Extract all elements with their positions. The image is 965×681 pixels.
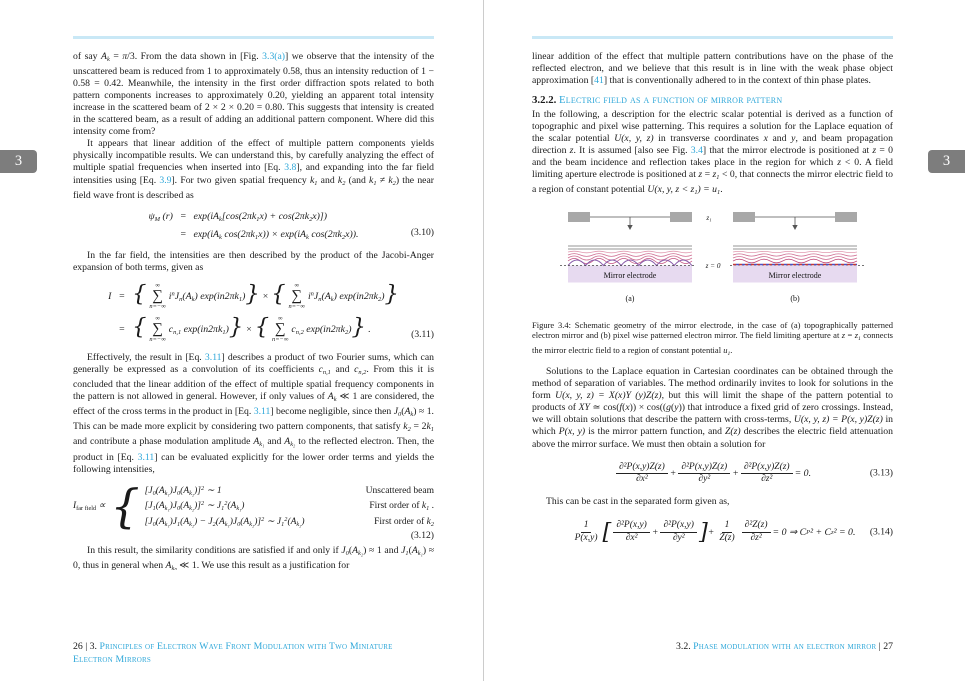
cross-reference[interactable]: 3.8 <box>284 162 297 174</box>
paragraph: of say $A_k = \pi/3$. From the data shown in [Fig. 3.3(a)] we observe that the intensity of the unscattered beam is reduced from 1 to approximately 0.58, thus an intensity reduction of 1 − 0.58 = 0.42. Meanwhile, the intensity in the first order diffraction spots related to both pattern components increases to approximately 0.20, yielding an apparent total intensity increase in the scattered beam of 2 × 2 × 0.20 = 0.80. This suggests that intensity is created in the scattered beam, as a result of adding an additional pattern component. Where did this intensity come from? <box>73 51 434 138</box>
figure-caption: Figure 3.4: Schematic geometry of the mirror electrode, in the case of (a) topographically patterned electron mirror and (b) pixel wise patterned electron mirror. The field limiting aperture at $z = z_1$ connects the mirror electric field to a region of constant potential $u_1$. <box>532 319 893 357</box>
cross-reference[interactable]: 41 <box>594 75 604 87</box>
cross-reference[interactable]: 3.11 <box>253 406 271 418</box>
equation-3-11 <box>73 280 434 343</box>
cross-reference[interactable]: 3.4 <box>690 145 703 157</box>
aperture-electrode <box>733 212 755 222</box>
paragraph: Solutions to the Laplace equation in Cartesian coordinates can be obtained through the method of separation of variables. The method ordinarily invites to look for solutions in the form U(x, y, z) = X(x)Y (y)Z(z), but this will limit the shape of the pattern potential to products of XY ≃ cos(f(x)) × cos((g(y)) that introduce a fixed grid of zero crossings. Instead, we will obtain solutions that describe the pattern with cross-terms, U(x, y, z) = P(x, y)Z(z) in which P(x, y) is the mirror pattern function, and Z(z) describes the electric field attenuation above the mirror surface. We must then obtain a solution for <box>532 366 894 450</box>
cross-reference[interactable]: Electric field as a function of mirror pattern <box>559 94 783 107</box>
cross-reference[interactable]: 3.11 <box>137 451 155 463</box>
chapter-tab-label: 3 <box>14 153 23 169</box>
equation-number: (3.13) <box>869 467 893 479</box>
arrowhead-icon <box>792 225 797 230</box>
equals-sign: = <box>118 323 126 335</box>
aperture-electrode <box>670 212 692 222</box>
equipotential-lines-a <box>568 246 692 264</box>
arrowhead-icon <box>627 225 632 230</box>
case-formula: $[J_1(A_{k_1})J_0(A_{k_2})]^2$ ∼ $J_1^2(A_{k_1})$ <box>144 500 245 513</box>
equals-sign: = <box>179 211 187 223</box>
paragraph: Effectively, the result in [Eq. 3.11] describes a product of two Fourier sums, which can generally be expressed as a convolution of its coefficients $c_{n,1}$ and $c_{n,2}$. From this it is concluded that the linear addition of the effect of multiple spatial frequency components in the pattern is not allowed in general. However, if only values of $A_k$ ≪ 1 are considered, the effect of the cross terms in the product in [Eq. 3.11] become negligible, since then $J_0(A_k) \approx 1$. This can be made more explicit by considering two pattern components, that satisfy $k_2 = 2k_1$ and contribute a phase modulation amplitude $A_{k_1}$ and $A_{k_2}$ to the reflected electron. Then, the product in [Eq. 3.11] can be evaluated explicitly for the lower order terms and yields the following intensities, <box>73 352 435 475</box>
paragraph: linear addition of the effect that multiple pattern contributions have on the phase of the reflected electron, and we believe that this result is in line with the weak phase object approximation [41] that is conventionally adhered to in the context of thin phase plates. <box>532 51 893 87</box>
page-left <box>73 0 434 681</box>
subfigure-a <box>568 212 692 303</box>
header-rule <box>532 36 893 39</box>
cross-reference[interactable]: 3.11 <box>204 352 222 363</box>
subfigure-b <box>733 212 857 303</box>
case-row <box>145 516 434 528</box>
paragraph: In the far field, the intensities are then described by the product of the Jacobi-Anger expansion of both terms, given as <box>73 249 434 273</box>
equals-sign: = <box>118 290 126 302</box>
page-right-content <box>532 51 893 556</box>
chapter-tab-label: 3 <box>942 153 951 169</box>
chapter-tab-left <box>0 150 37 173</box>
equation-cases <box>145 485 434 528</box>
paragraph: In the following, a description for the electric scalar potential is derived as a function of topographic and pixel wise patterning. This requires a solution for the Laplace equation of the scalar potential U(x, y, z) in transverse coordinates x and y, and beam propagation direction z. It is assumed [also see Fig. 3.4] that the mirror electrode is positioned at z = 0 and the beam incidence and reflection takes place in the region for which z < 0. A field limiting aperture electrode is positioned at $z = z_1 < 0$, that connects the mirror electric field to a region of constant potential U(x, y, $z < z_1) = u_1$. <box>532 109 893 197</box>
page-divider <box>483 0 484 681</box>
equation-number: (3.11) <box>411 329 434 340</box>
equation-number: (3.14) <box>869 526 893 538</box>
header-rule <box>73 36 434 39</box>
case-label: Unscattered beam <box>365 485 434 496</box>
equation-lhs: $\psi_M$ (r) <box>148 210 173 223</box>
equation-3-13 <box>532 462 893 486</box>
paragraph: This can be cast in the separated form given as, <box>546 496 730 508</box>
equation-lhs: $I_{far field}$ ∝ <box>73 501 106 513</box>
case-label: First order of $k_2$ <box>374 517 434 529</box>
equation-rhs: { ∞ ∑ n=−∞ $c_{n,1}$ $\exp(in2\pi k_1)$} × { ∞ ∑ n=−∞ $c_{n,2}$ $\exp(in2\pi k_2)$} . <box>132 313 371 343</box>
equipotential-lines-b <box>733 246 857 263</box>
page-left-content <box>73 51 434 575</box>
equation-body: $\frac{\text{∂²P(x,y)Z(z)}}{\text{∂x²}}$ + $\frac{\text{∂²P(x,y)Z(z)}}{\text{∂y²}}$ + $\frac{\text{∂²P(x,y)Z(z)}}{\text{∂z²}}$ = 0. <box>532 462 893 486</box>
cross-reference[interactable]: 3.9 <box>159 174 172 186</box>
paragraph: In this result, the similarity conditions are satisfied if and only if $J_0(A_{k_2}) \approx 1$ and $J_1(A_{k_1}) \approx 0$, thus in general when $A_{k_n}$ ≪ 1. We use this result as a justification for <box>73 545 435 573</box>
cross-reference[interactable]: Phase modulation with an electron mirror <box>693 641 877 652</box>
aperture-electrode <box>568 212 590 222</box>
equation-3-10 <box>73 211 434 241</box>
case-formula: $[J_0(A_{k_1})J_1(A_{k_2}) - J_2(A_{k_1})J_0(A_{k_2})]^2$ ∼ $J_1^2(A_{k_2})$ <box>144 515 305 529</box>
figure-3-4 <box>532 208 893 360</box>
equation-rhs: { ∞ ∑ n=−∞ $i^nJ_n(A_k) \exp(in2\pi k_1)$} × { ∞ ∑ n=−∞ $i^nJ_n(A_k)$ $\exp(in2\pi k_2)$} <box>132 280 399 310</box>
cross-reference[interactable]: 3.3(a) <box>262 51 286 62</box>
case-row <box>145 485 434 497</box>
mirror-electrode-label-b: Mirror electrode <box>768 270 822 280</box>
z1-label: z₁ <box>706 213 712 222</box>
case-formula: $[J_0(A_{k_1})J_0(A_{k_2})]^2$ ∼ 1 <box>144 484 222 497</box>
equation-body: $\frac{1}{P(x,y)}$ [ $\frac{\text{∂²P(x,y)}}{\text{∂x²}}$ + $\frac{\text{∂²P(x,y)}}{\text{∂y²}}$ ] + $\frac{1}{Z(z)}$ $\frac{\text{∂²Z(z)}}{\text{∂z²}}$ = 0 ⇒ C P ² + C z ² = 0. <box>574 519 856 546</box>
cross-reference[interactable]: Principles of Electron Wave Front Modulation with Two Miniature Electron Mirrors <box>73 641 393 665</box>
case-row <box>145 500 434 512</box>
mirror-electrode-label-a: Mirror electrode <box>603 270 657 280</box>
aperture-electrode <box>835 212 857 222</box>
mirror-electrode-schematic <box>532 208 893 308</box>
equation-number: (3.12) <box>410 530 434 542</box>
z-zero-label: z = 0 <box>705 261 721 270</box>
case-label: First order of $k_1$ . <box>369 501 434 513</box>
chapter-tab-right <box>928 150 965 173</box>
equation-3-12: $I_{far field}$ ∝ { $[J_0(A_{k_1})J_0(A_{k_2})]^2$ ∼ 1 Unscattered beam $[J_1(A_{k_1})J_0(A_{k_2})]^2$ ∼ $J_1^2(A_{k_1})$ First order of $k_1$ . $[J_0(A_{k_1})J_1(A_{k_2}) - J_2(A_{k_1})J_0(A_{k_2})]^2$ ∼ $J_1^2(A_{k_2})$ First order of $k_2$ <box>73 479 434 534</box>
equation-lhs: I <box>108 290 112 302</box>
equation-3-14 <box>532 520 893 544</box>
equation-number: (3.10) <box>410 226 434 238</box>
equation-rhs: $\exp(iA_k[\cos(2\pi k_1x) + \cos(2\pi k_2x)])$ <box>193 210 327 223</box>
equation-rhs: $\exp(iA_k$ $\cos(2\pi k_1x)) \times \exp(iA_k$ $\cos(2\pi k_2x)$). <box>193 228 359 241</box>
page-footer-left: 26 | 3. Principles of Electron Wave Front Modulation with Two Miniature Electron Mirrors <box>73 641 393 665</box>
section-heading: 3.2.2. Electric field as a function of mirror pattern <box>532 94 783 107</box>
page-right <box>532 0 893 681</box>
paragraph: It appears that linear addition of the effect of multiple pattern components yields physically incompatible results. We can understand this, by carefully analyzing the effect of multiple spatial frequencies when inserted into [Eq. 3.8], and expanding into the far field intensities using [Eq. 3.9]. For two given spatial frequency $k_1$ and $k_2$ (and $k_1 \ne k_2$) the near field wave front is described as <box>73 138 434 201</box>
page-footer-right: 3.2. Phase modulation with an electron mirror | 27 <box>675 641 893 652</box>
subfigure-a-label: (a) <box>625 293 635 303</box>
equals-sign: = <box>179 229 187 241</box>
subfigure-b-label: (b) <box>790 293 800 303</box>
